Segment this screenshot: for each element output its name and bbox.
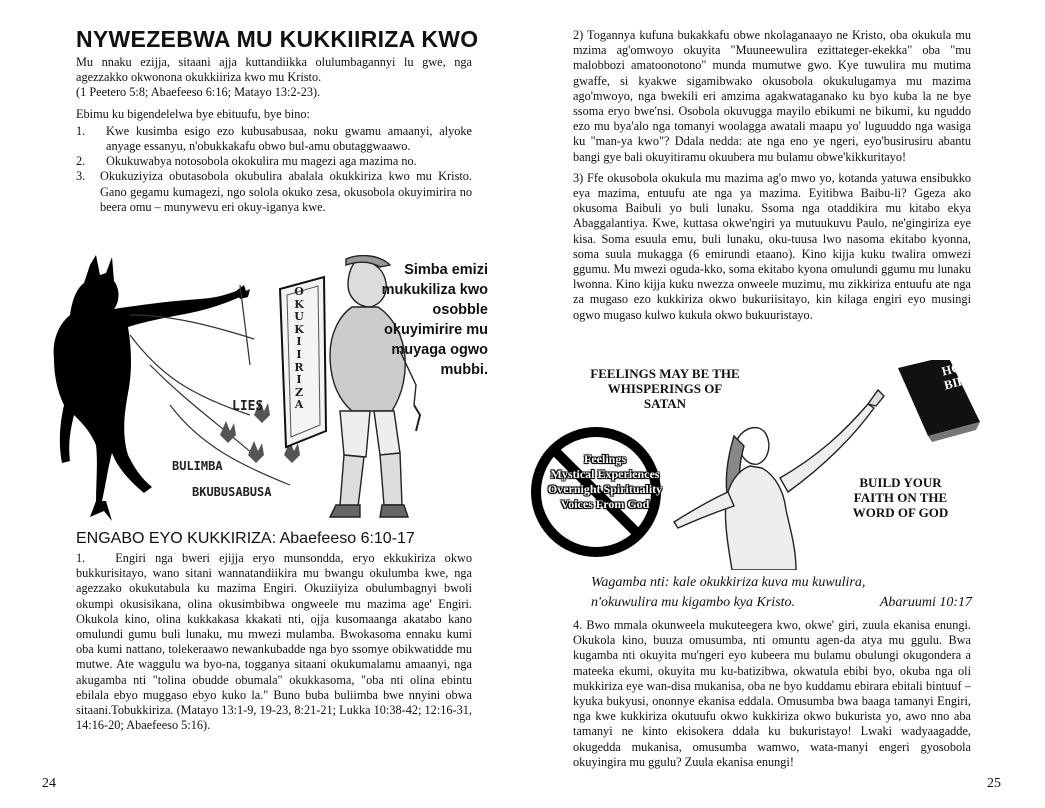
build-faith-label: BUILD YOUR FAITH ON THE WORD OF GOD xyxy=(852,475,949,520)
shield-letter: K xyxy=(294,297,304,311)
illustration-caption: Simba emizi mukukiliza kwo osobble okuyimirire mu muyaga ogwo mubbi. xyxy=(381,262,488,378)
shield-letter: K xyxy=(294,322,304,336)
list-item xyxy=(76,154,472,169)
paragraph-3: 3) Ffe okusobola okukula mu mazima ag'o mwo yo, kotanda yatuwa ensibukko eya mazima, entuufu ate nga ya mazima. Eyitibwa Baibu-li? Ggeza ako okusoma Baibuli yo buli lunaku. Ssoma nga otaddikira mu kitabo ekya Abaggalantiya. Kwe, kuttasa okwe'ngiri ya mutuukuvu Paulo, ne'gingiriza eye kisa. Soma esuula emu, buli lunaku, oku-tuusa lwo nasoma ekitabo kyonna, soma suula mukagga (6 emirundi etaano). Kino kijja kuku twalira omwezi ggumu. Mu mwezi oguda-kko, soma ekitabo kyona omulundi ggumu mu lunaku lwonna. Kino kijja kuku nwezza onweele muzimu, mu zikkiriza entuufu ate nga za mugaso ezo kukkiriza okwo bukuriisitayo, kin kilaga engiri eyo musingi ogwo mugaso kulwo kukula okwo bukuuristayo. xyxy=(573,170,971,322)
section-heading: ENGABO EYO KUKKIRIZA: Abaefeeso 6:10-17 xyxy=(76,530,415,547)
verse-line-2: n'okuwulira mu kigambo kya Kristo. xyxy=(591,595,796,610)
verse-line-1: Wagamba nti: kale okukkiriza kuva mu kuwulira, xyxy=(591,575,866,590)
lead-text: Ebimu ku bigendelelwa bye ebituufu, bye bino: xyxy=(76,106,310,121)
verse-line-2-row xyxy=(591,593,972,613)
shield-letter: A xyxy=(294,398,304,412)
list-number: 1. xyxy=(76,123,86,138)
section-text: Engiri nga bweri ejijja eryo munsondda, eryo ekkukiriza okwo bukkurisitayo, wano sitani wannatandiikira mu bwangu okulumba kwe, nga agezzako okukutabula ku mazima Engiri. Okuziiyiza obulumbagnyi bwoli okumpi okusisikana, olina okusimbibwa ongweele mu mazima age' Engiri. Okukola kino, olina kukkakasa kkakati nti, ojja kusomaanga akatabo kano omulundi gumu buli lunaku, mu mwezi mulamba. Bwokasoma ennaku kumi oba kumi nattano, tolekeraawo newankubadde nga byo ssomye obikwatidde mu mutwe. Ate waggulu wa byo-na, togganya sitaani okukumalamu amaanyi, nga akugamba nti "tolina obudde obumala" okukkasoma, "oba nti olina ebintu ebilala ebyo muggaso ebyo kuko la." Buno buba buliimba bwe nnyini obwa sitaani.Tobukkiriza. xyxy=(76,551,472,718)
list-number: 2. xyxy=(76,154,86,169)
no-sign-list xyxy=(540,452,670,512)
section-refs: (Matayo 13:1-9, 19-23, 8:21-21; Lukka 10:38-42; 12:16-31, 14:16-20; Abaefeeso 5:16). xyxy=(76,703,473,733)
shield-letters xyxy=(292,286,306,412)
paragraph-4: 4. Bwo mmala okunweela mukuteegera kwo, okwe' giri, zuula ekanisa enungi. Okukola kino, buuza omusumba, nti omuntu agen-da atya mu ggulu. Bwa kugamba nti okuyita mu'ngeri eyo kubeera mu bulamu obulungi okugondera a mateeka ekumi, okuyita mu ku-batizibwa, okwatula ebibi byo, okuba nga oli mukkiriza eye wan-disa mukanisa, oba ne byo kuddamu ebirara ebitali bintuuf – kyuka bukyusi, ononnye ekanisa eddala. Omusumba bwa baaga tamanyi Engiri, nga kwe kukkiriza okutuufu okwo kukkiriza okwo bukurista yo, awo nno aba tamanyi ne kinto ekisokera ddala ku bukuristayo! Lwaki wadyaagadde, okugedda mukanisa, omusumba wamwo, wata-manyi engeri gyosobola okuyingira mu ggulu? Zuula ekanisa enungi! xyxy=(573,618,971,769)
no-sign-item: Voices From God xyxy=(560,497,650,511)
no-sign-item: Mystical Experiences xyxy=(550,467,660,481)
arrow-label-busabusa: BKUBUSABUSA xyxy=(192,485,272,499)
intro-block xyxy=(76,55,472,215)
list-text: Okukuziyiza obutasobola okubulira abalala okukkiriza kwo mu Kristo. Gano gegamu kumagezi, ngo solola okuko zesa, okusobola okuyimirira no beera omu – munywevu eri okuy-iganya kwe. xyxy=(100,169,472,214)
list-item xyxy=(76,169,472,215)
section-body xyxy=(76,551,472,733)
list-number: 3. xyxy=(76,169,86,184)
arrow-label-lies: LIES xyxy=(232,399,264,414)
shield-letter: R xyxy=(294,360,304,374)
page-number-right: 25 xyxy=(987,776,1001,791)
verse-block xyxy=(591,573,972,613)
paragraph-2: 2) Togannya kufuna bukakkafu obwe nkolaganaayo ne Kristo, oba okukula mu mzima ag'omwoyo okuyita "Muuneewulira ezittateger-ekekka" oba "mu malobbozi amatoonotono" munda mumutwe gwo. Kye tuwulira mu mutima gwaffe, si kyakwe sigamibwako okusobola okukulugamya mu mazima ago'mwoyo, nga bwekili eri amzima agakwataganako ku byo kuba la ne bye ssoma eryo bwe'nsi. Osobola okuvugga mayilo ebikumi ne bikumi, ku nguddo ezo mu bya'alo nga tomanyi woolagga awatali maapu yo' luguuddo nga wasiga ku "man-ya kwo"? Ddala nedda: ate nga eno ye ngeri, eyo'busirusiru abantu bangi gye bali okuyitiramu okuubera mu bulamu obwe'kikkuritayo! xyxy=(573,28,971,164)
shield-letter: Z xyxy=(294,385,304,399)
devil-silhouette xyxy=(54,255,250,521)
shield-letter: I xyxy=(296,335,302,349)
page-title: NYWEZEBWA MU KUKKIIRIZA KWO xyxy=(76,26,479,52)
no-sign-item: Feelings xyxy=(584,452,626,466)
shield-letter: U xyxy=(294,310,304,324)
list-text: Okukuwabya notosobola okokulira mu magezi aga mazima no. xyxy=(106,154,417,169)
verse-reference: Abaruumi 10:17 xyxy=(879,595,972,610)
arrow-label-bulimba: BULIMBA xyxy=(172,459,223,473)
intro-text: Mu nnaku ezijja, sitaani ajja kuttandiikka olulumbagannyi lu gwe, nga agezzakko okwonona okukkiiriza kwo mu Kristo. xyxy=(76,55,472,85)
page-number-left: 24 xyxy=(42,776,56,791)
section-number: 1. xyxy=(76,551,86,565)
feelings-label: FEELINGS MAY BE THE WHISPERINGS OF SATAN xyxy=(590,366,740,411)
shield-letter: I xyxy=(296,373,302,387)
shield-letter: O xyxy=(294,285,304,298)
list-item xyxy=(76,124,472,154)
shield-letter: I xyxy=(296,347,302,361)
holy-bible-label: HOLY BIBLE xyxy=(940,355,984,393)
list-text: Kwe kusimba esigo ezo kubusabusaa, noku gwamu amaanyi, alyoke anyage essanyu, n'obukkakafu obwo bul-amu obutaggwaawo. xyxy=(106,123,472,154)
no-sign-item: Overnight Spirituality xyxy=(547,482,663,496)
right-top-block xyxy=(573,28,971,323)
intro-ref: (1 Peetero 5:8; Abaefeeso 6:16; Matayo 13:2-23). xyxy=(76,85,321,100)
